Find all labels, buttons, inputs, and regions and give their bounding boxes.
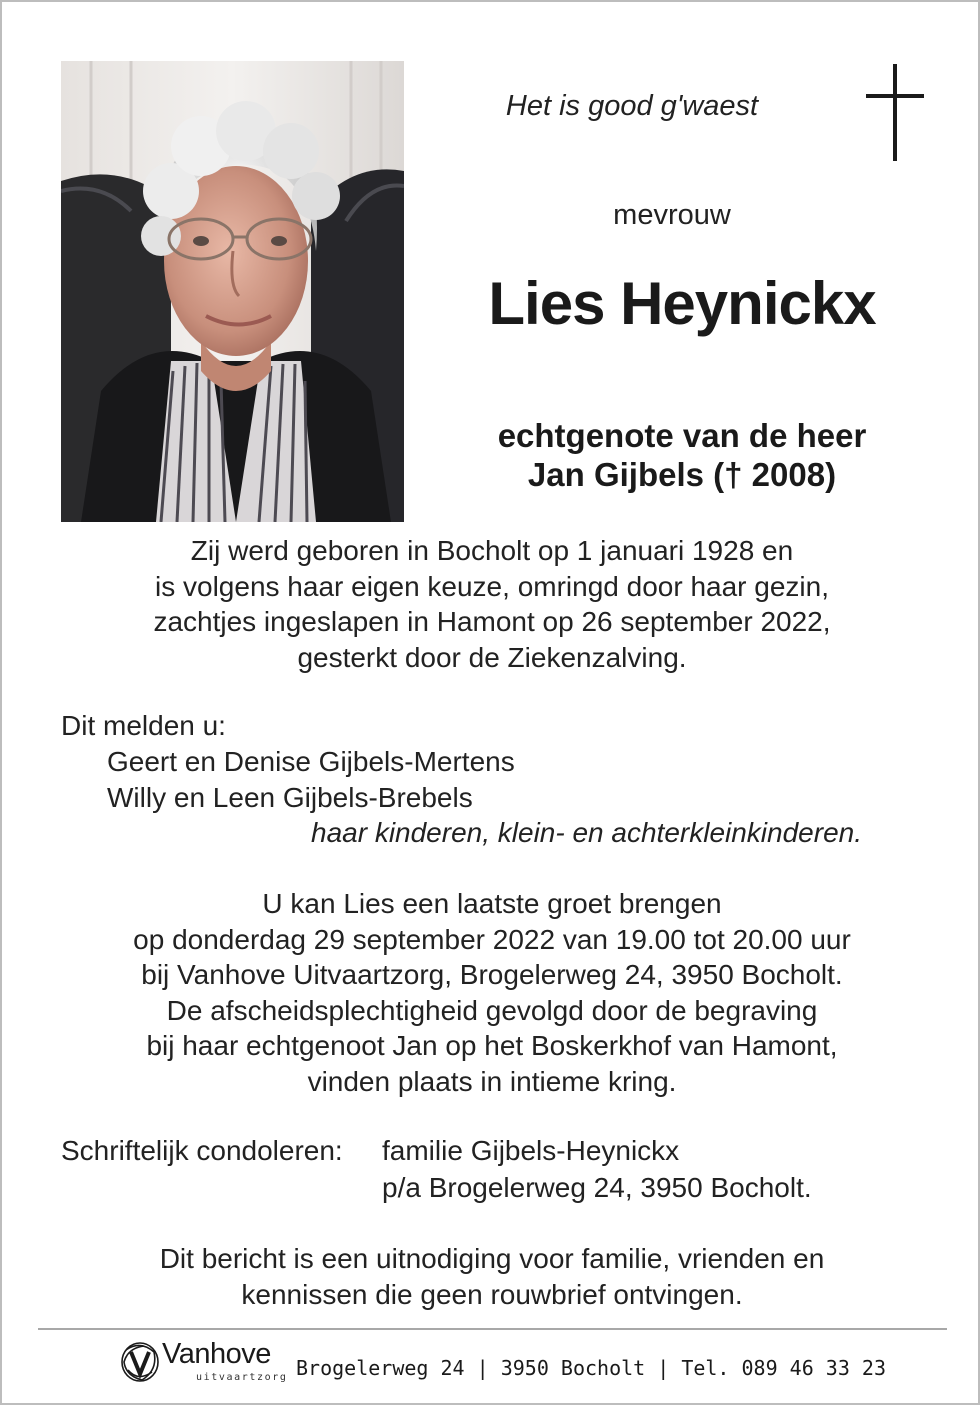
family-relation: haar kinderen, klein- en achterkleinkinderen.	[311, 817, 862, 848]
biography-line: gesterkt door de Ziekenzalving.	[297, 641, 687, 673]
farewell-block	[42, 886, 942, 1099]
biography-line: Zij werd geboren in Bocholt op 1 januari 1928 en	[190, 535, 794, 566]
spouse-block	[432, 416, 932, 494]
invitation-line: Dit bericht is een uitnodiging voor familie, vrienden en	[159, 1243, 825, 1274]
biography-line: zachtjes ingeslapen in Hamont op 26 september 2022,	[153, 606, 831, 637]
motto-text: Het is good g'waest	[505, 90, 759, 122]
condolence-address: p/a Brogelerweg 24, 3950 Bocholt.	[382, 1172, 812, 1203]
farewell-line: U kan Lies een laatste groet brengen	[262, 888, 722, 919]
deceased-name: Lies Heynickx	[488, 270, 876, 337]
farewell-line: bij Vanhove Uitvaartzorg, Brogelerweg 24, 3950 Bocholt.	[141, 959, 843, 990]
footer-divider	[38, 1328, 947, 1330]
invitation-block	[42, 1241, 942, 1312]
farewell-line: De afscheidsplechtigheid gevolgd door de begraving	[166, 994, 818, 1026]
footer-address: Brogelerweg 24 | 3950 Bocholt | Tel. 089 46 33 23	[296, 1356, 887, 1380]
announcement-intro: Dit melden u:	[61, 710, 226, 741]
condolence-label: Schriftelijk condoleren:	[61, 1135, 343, 1166]
farewell-line: op donderdag 29 september 2022 van 19.00 tot 20.00 uur	[133, 923, 851, 955]
cross-icon	[866, 64, 924, 161]
spouse-line: echtgenote van de heer	[497, 417, 867, 454]
condolence-family: familie Gijbels-Heynickx	[382, 1135, 680, 1166]
portrait-photo	[61, 61, 404, 522]
brand-subtitle: uitvaartzorg	[196, 1372, 288, 1383]
farewell-line: bij haar echtgenoot Jan op het Boskerkhof van Hamont,	[146, 1030, 838, 1061]
announcer-name: Geert en Denise Gijbels-Mertens	[107, 746, 515, 777]
biography-block	[42, 533, 942, 675]
honorific: mevrouw	[613, 199, 731, 231]
invitation-line: kennissen die geen rouwbrief ontvingen.	[241, 1278, 743, 1310]
announcer-name: Willy en Leen Gijbels-Brebels	[107, 782, 473, 813]
biography-line: is volgens haar eigen keuze, omringd door haar gezin,	[155, 570, 829, 602]
brand-name: Vanhove	[162, 1338, 271, 1370]
spouse-line: Jan Gijbels († 2008)	[527, 456, 837, 493]
farewell-line: vinden plaats in intieme kring.	[307, 1065, 677, 1097]
